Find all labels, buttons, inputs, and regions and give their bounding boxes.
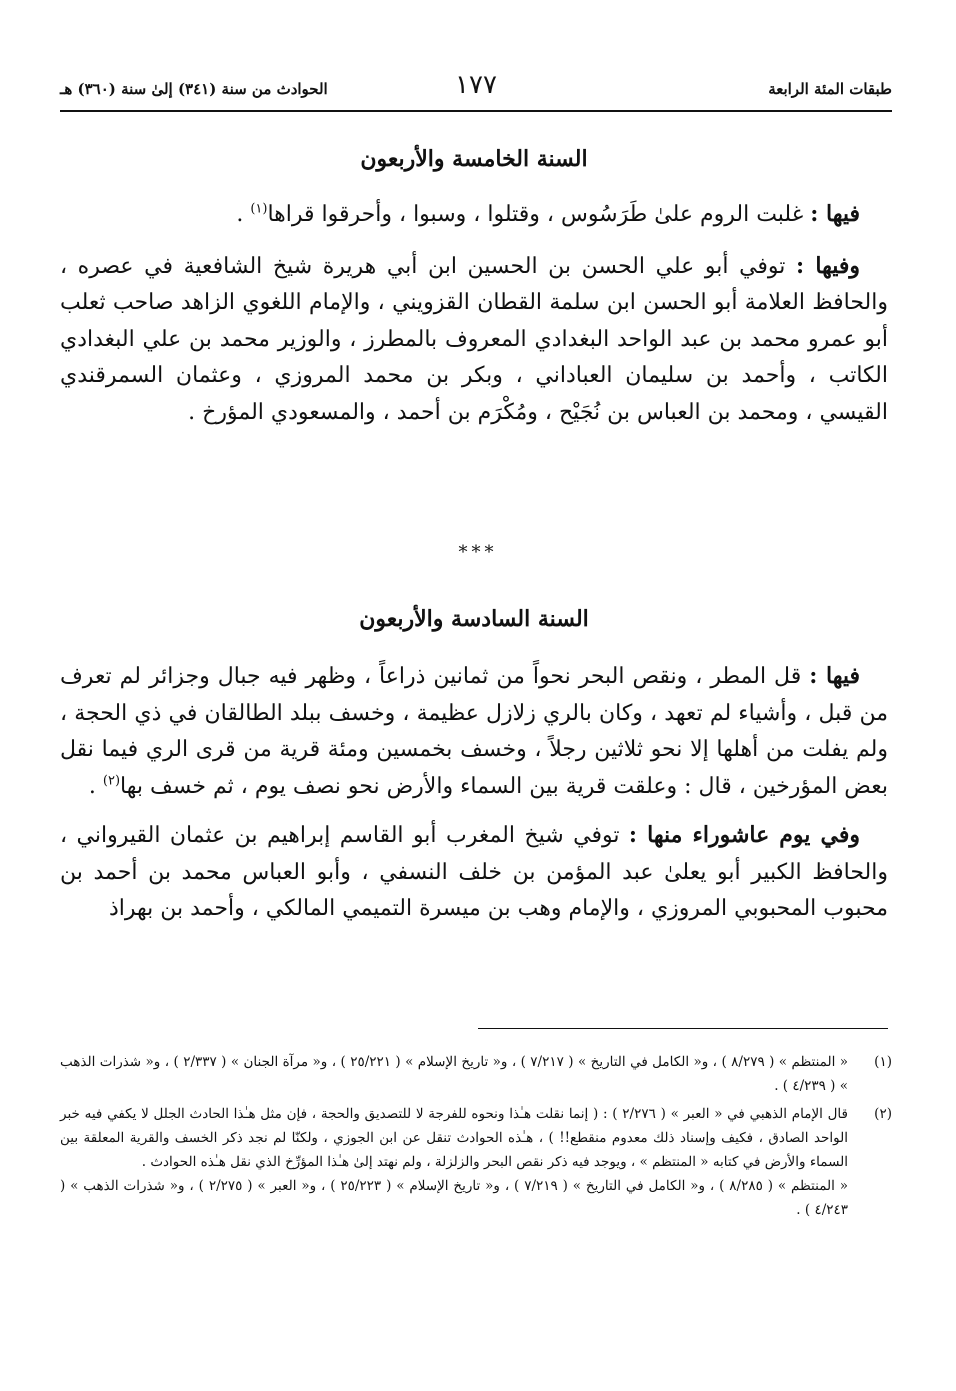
header-book-title: طبقات المئة الرابعة (768, 80, 892, 98)
paragraph-text: توفي أبو علي الحسن بن الحسين ابن أبي هريرة شيخ الشافعية في عصره ، والحافظ العلامة أبو الحسن ابن سلمة القطان القزويني ، والإمام اللغوي الزاهد صاحب ثعلب أبو عمرو محمد بن عبد الواحد البغدادي المعروف بالمطرز ، والوزير محمد بن علي البغدادي الكاتب ، وأحمد بن سليمان العباداني ، وبكر بن محمد المروزي ، وعثمان السمرقندي القيسي ، ومحمد بن العباس بن نُجَيْح ، ومُكْرَم بن أحمد ، والمسعودي المؤرخ . (60, 253, 888, 425)
paragraph-lead: وفي يوم عاشوراء منها : (628, 822, 860, 848)
header-divider (60, 110, 892, 112)
footnote-1 (60, 1050, 892, 1098)
paragraph (60, 248, 888, 432)
paragraph-lead: فيها : (810, 201, 860, 227)
paragraph-text: قل المطر ، ونقص البحر نحواً من ثمانين ذراعاً ، وظهر فيه جبال وجزائر لم تعرف من قبل ، وأشياء لم تعهد ، وكان بالري زلازل عظيمة ، وخسف ببلد الطالقان في ذي الحجة ، ولم يفلت من أهلها إلا نحو ثلاثين رجلاً ، وخسف بخمسين ومئة قرية من قرى الري فيما نقل بعض المؤرخين ، قال : وعلقت قرية بين السماء والأرض نحو نصف يوم ، ثم خسف بها (60, 664, 888, 799)
section-separator: *** (458, 542, 498, 563)
running-header (60, 68, 892, 108)
footnote-ref[interactable]: (٢) (102, 773, 121, 789)
section-title-year-45: السنة الخامسة والأربعون (360, 146, 588, 172)
paragraph (60, 196, 888, 234)
footnote-ref[interactable]: (١) (250, 201, 268, 217)
paragraph-text: غلبت الروم علىٰ طَرَسُوس ، وقتلوا ، وسبوا ، وأحرقوا قراها (267, 202, 811, 227)
footnotes (60, 1050, 892, 1226)
footnote-text: « المنتظم » ( ٨/٢٨٥ ) ، و« الكامل في التاريخ » ( ٧/٢١٩ ) ، و« تاريخ الإسلام » ( ٢٥/٢٢٣ ) ، و« العبر » ( ٢/٢٧٥ ) ، و« شذرات الذهب » ( ٤/٢٤٣ ) . (60, 1178, 849, 1218)
footnote-text: قال الإمام الذهبي في « العبر » ( ٢/٢٧٦ ) : ( إنما نقلت هـٰذا ونحوه للفرجة لا للتصديق والحجة ، فإن مثل هـٰذا الحادث الجلل لا يكفي فيه خبر الواحد الصادق ، فكيف وإسناد ذلك معدوم منقطع!! ) ، هـٰذه الحوادث تنقل عن ابن الجوزي ، ولكنّا لم نجد ذكر الخسف والقرية المعلقة بين السماء والأرض في كتابه « المنتظم » ، ويوجد فيه ذكر نقص البحر والزلزلة ، ولم نهتد إلىٰ هـٰذا المؤرِّخ الذي نقل هـٰذه الحوادث . (60, 1106, 848, 1170)
page-number: ١٧٧ (455, 70, 497, 100)
paragraph-text: توفي شيخ المغرب أبو القاسم إبراهيم بن عثمان القيرواني ، والحافظ الكبير أبو يعلىٰ عبد المؤمن بن خلف النسفي ، وأبو العباس محمد بن أحمد بن محبوب المحبوبي المروزي ، والإمام وهب بن ميسرة التميمي المالكي ، وأحمد بن بهراذ (60, 823, 888, 921)
footnote-number: (١) (874, 1054, 892, 1070)
section-body-year-46 (60, 658, 888, 928)
header-chapter-title: الحوادث من سنة (٣٤١) إلىٰ سنة (٣٦٠) هـ (60, 80, 328, 98)
paragraph-end: . (236, 202, 251, 227)
paragraph-lead: وفيها : (796, 252, 860, 279)
footnote-divider (478, 1028, 888, 1029)
footnote-text: « المنتظم » ( ٨/٢٧٩ ) ، و« الكامل في التاريخ » ( ٧/٢١٧ ) ، و« تاريخ الإسلام » ( ٢٥/٢٢١ ) ، و« مرآة الجنان » ( ٢/٣٣٧ ) ، و« شذرات الذهب » ( ٤/٢٣٩ ) . (60, 1054, 849, 1094)
paragraph-lead: فيها : (809, 663, 861, 689)
section-title-year-46: السنة السادسة والأربعون (359, 606, 589, 632)
footnote-2 (60, 1102, 892, 1222)
footnote-number: (٢) (874, 1106, 892, 1122)
section-body-year-45 (60, 196, 888, 431)
paragraph (60, 817, 888, 928)
paragraph-end: . (88, 773, 103, 799)
paragraph (60, 658, 888, 805)
